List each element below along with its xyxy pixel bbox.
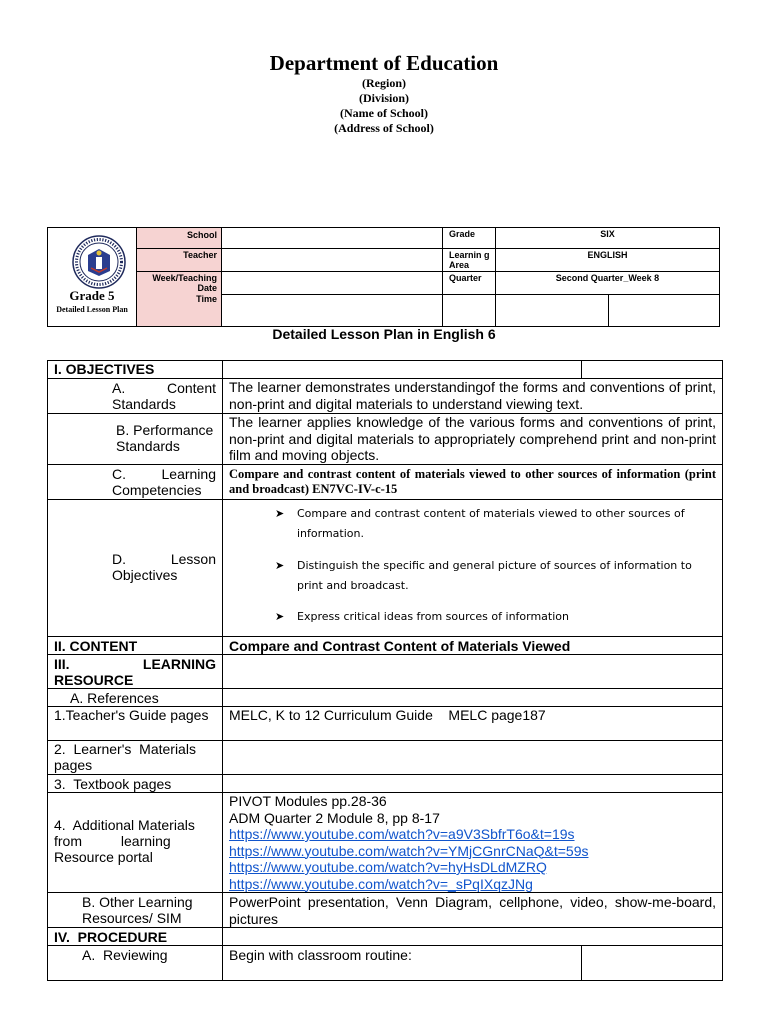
department-title: Department of Education xyxy=(269,51,499,75)
additional-materials-label: 4. Additional Materials from learning Resource portal xyxy=(54,817,199,865)
learners-materials-blank xyxy=(222,741,722,774)
lesson-plan-title: Detailed Lesson Plan in English 6 xyxy=(272,326,496,342)
grade-level-label: Grade 5 xyxy=(69,288,115,303)
learners-materials-row xyxy=(48,740,722,774)
lesson-objectives-list: ➤ Compare and contrast content of materials viewed to other sources of information. ➤ Distinguish the specific and general picture of sources of information to print and broadcast. ➤ Express critical ideas from sources of information xyxy=(222,500,722,636)
additional-line: PIVOT Modules pp.28-36 xyxy=(229,793,387,809)
content-standards-row xyxy=(48,378,722,413)
learners-materials-label: 2. Learner's Materials pages xyxy=(54,741,200,773)
other-resources-row xyxy=(48,892,722,927)
seal-cell xyxy=(48,228,136,326)
textbook-blank xyxy=(222,775,722,792)
objectives-row xyxy=(48,361,722,378)
arrow-bullet-icon: ➤ xyxy=(275,559,285,572)
references-row xyxy=(48,688,722,706)
quarter-value: Second Quarter_Week 8 xyxy=(495,271,719,294)
region-label: (Region) xyxy=(362,76,406,90)
textbook-label: 3. Textbook pages xyxy=(54,776,172,792)
school-label: School xyxy=(186,230,217,240)
content-text: Compare and Contrast Content of Materials Viewed xyxy=(222,637,722,654)
time-value xyxy=(221,294,442,326)
teachers-guide-label: 1.Teacher's Guide pages xyxy=(54,707,209,723)
additional-materials-row xyxy=(48,792,722,892)
arrow-bullet-icon: ➤ xyxy=(275,507,285,520)
lesson-objectives-row xyxy=(48,499,722,636)
procedure-row xyxy=(48,927,722,945)
learning-resource-blank xyxy=(222,655,722,688)
teacher-label: Teacher xyxy=(136,248,221,271)
arrow-bullet-icon: ➤ xyxy=(275,610,285,623)
school-value xyxy=(221,228,442,248)
content-heading: II. CONTENT xyxy=(54,638,138,654)
empty-cell xyxy=(608,294,719,326)
resource-link[interactable]: https://www.youtube.com/watch?v=YMjCGnrCNaQ&t=59s xyxy=(229,842,589,859)
lesson-objectives-label: D. Lesson Objectives xyxy=(112,551,216,583)
other-resources-label: B. Other Learning Resources/ SIM xyxy=(82,894,193,926)
objectives-blank xyxy=(222,361,722,378)
teachers-guide-text: MELC, K to 12 Curriculum Guide MELC page187 xyxy=(222,707,722,740)
learning-competencies-text: Compare and contrast content of materials viewed to other sources of information (print and broadcast) EN7VC-IV-c-15 xyxy=(222,465,722,499)
performance-standards-text: The learner applies knowledge of the various forms and conventions of print, non-print and digital materials to appropriately comprehend print and non-print film and moving objects. xyxy=(222,414,722,464)
grade-value: SIX xyxy=(495,228,719,248)
objectives-heading: I. OBJECTIVES xyxy=(54,361,155,377)
reviewing-label: A. Reviewing xyxy=(82,947,168,963)
procedure-heading: IV. PROCEDURE xyxy=(54,929,168,945)
grade-key-label: Grade xyxy=(442,228,495,248)
other-resources-text: PowerPoint presentation, Venn Diagram, cellphone, video, show-me-board, pictures xyxy=(222,893,722,927)
content-standards-label: A. Content Standards xyxy=(112,380,216,412)
reviewing-row xyxy=(48,945,722,980)
learning-competencies-row xyxy=(48,464,722,499)
week-date-label: Week/Teaching Date xyxy=(136,271,221,293)
content-row xyxy=(48,636,722,654)
content-standards-text: The learner demonstrates understandingof the forms and conventions of print, non-print and digital materials to understand viewing text. xyxy=(222,379,722,413)
time-label: Time xyxy=(196,294,217,304)
school-address-label: (Address of School) xyxy=(334,121,434,135)
learning-area-label: Learnin g Area xyxy=(442,248,495,271)
division-label: (Division) xyxy=(358,91,409,105)
teacher-value xyxy=(221,248,442,271)
resource-link[interactable]: https://www.youtube.com/watch?v=a9V3SbfrT6o&t=19s xyxy=(229,826,575,842)
additional-materials-content xyxy=(222,793,722,892)
resource-link[interactable]: https://www.youtube.com/watch?v=hyHsDLdMZRQ xyxy=(229,859,547,875)
references-label: A. References xyxy=(70,690,159,706)
textbook-row xyxy=(48,774,722,792)
learning-resource-heading: III. LEARNING RESOURCE xyxy=(54,656,216,688)
school-name-label: (Name of School) xyxy=(340,106,428,120)
procedure-blank xyxy=(222,928,722,945)
quarter-label: Quarter xyxy=(442,271,495,294)
learning-resource-row xyxy=(48,654,722,688)
references-blank xyxy=(222,689,722,706)
week-value xyxy=(221,271,442,294)
school-info-table xyxy=(47,227,720,327)
empty-cell xyxy=(442,294,495,326)
lesson-plan-table xyxy=(47,360,723,981)
empty-cell xyxy=(495,294,608,326)
learning-competencies-label: C. Learning Competencies xyxy=(112,466,216,498)
deped-seal-icon xyxy=(72,235,126,289)
additional-line: ADM Quarter 2 Module 8, pp 8-17 xyxy=(229,809,440,826)
performance-standards-label: B. Performance Standards xyxy=(116,422,214,454)
performance-standards-row xyxy=(48,413,722,464)
dlp-label: Detailed Lesson Plan xyxy=(56,305,128,314)
learning-area-value: ENGLISH xyxy=(495,248,719,271)
reviewing-text: Begin with classroom routine: xyxy=(222,946,722,980)
document-header xyxy=(0,50,768,136)
resource-link[interactable]: https://www.youtube.com/watch?v=_sPqIXqzJNg xyxy=(229,875,533,892)
teachers-guide-row xyxy=(48,706,722,740)
